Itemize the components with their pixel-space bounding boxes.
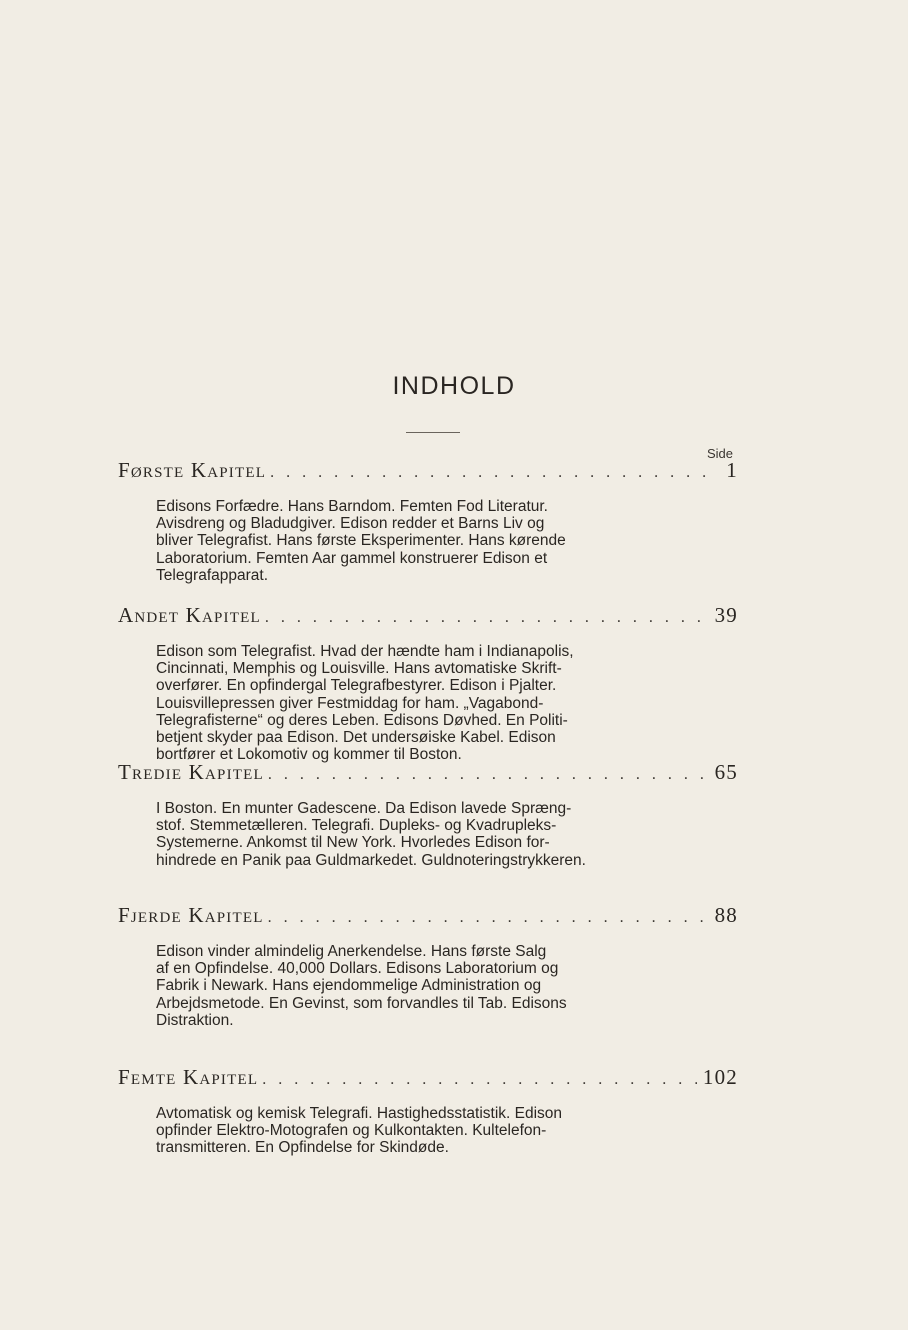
chapter-heading-row bbox=[118, 458, 738, 486]
chapter-heading-row bbox=[118, 903, 738, 931]
summary-line: Avisdreng og Bladudgiver. Edison redder et Barns Liv og bbox=[156, 515, 545, 533]
summary-line: Edisons Forfædre. Hans Barndom. Femten Fod Literatur. bbox=[156, 498, 548, 515]
summary-line: af en Opfindelse. 40,000 Dollars. Edisons Laboratorium og bbox=[156, 960, 559, 978]
chapter-heading-row bbox=[118, 603, 738, 631]
chapter-page-number: 39 bbox=[714, 603, 738, 627]
dot-leader bbox=[268, 909, 709, 927]
summary-line: Avtomatisk og kemisk Telegrafi. Hastighedsstatistik. Edison bbox=[156, 1105, 563, 1122]
summary-line: overfører. En opfindergal Telegrafbestyrer. Edison i Pjalter. bbox=[156, 677, 557, 695]
summary-line: transmitteren. En Opfindelse for Skindøde. bbox=[156, 1139, 449, 1157]
chapter-summary bbox=[156, 943, 704, 1029]
side-column-label: Side bbox=[707, 446, 734, 461]
dot-leader bbox=[270, 464, 712, 482]
summary-line: Louisvillepressen giver Festmiddag for ham. „Vagabond- bbox=[156, 694, 544, 712]
chapter-entry-2 bbox=[118, 603, 738, 763]
chapter-entry-4 bbox=[118, 903, 738, 1029]
chapter-summary bbox=[156, 800, 704, 869]
summary-line: bliver Telegrafist. Hans første Eksperimenter. Hans kørende bbox=[156, 532, 566, 550]
summary-line: Edison som Telegrafist. Hvad der hændte ham i Indianapolis, bbox=[156, 643, 574, 660]
chapter-title: Fjerde Kapitel bbox=[118, 903, 264, 927]
summary-line: I Boston. En munter Gadescene. Da Edison lavede Spræng- bbox=[156, 800, 572, 817]
dot-leader bbox=[262, 1071, 697, 1089]
dot-leader bbox=[268, 766, 709, 784]
chapter-page-number: 88 bbox=[714, 903, 738, 927]
title-divider bbox=[406, 432, 460, 433]
chapter-page-number: 102 bbox=[702, 1065, 738, 1089]
summary-line: hindrede en Panik paa Guldmarkedet. Guldnoteringstrykkeren. bbox=[156, 851, 586, 869]
chapter-entry-1 bbox=[118, 458, 738, 584]
dot-leader bbox=[265, 609, 709, 627]
summary-line: Laboratorium. Femten Aar gammel konstruerer Edison et bbox=[156, 549, 548, 567]
chapter-entry-5 bbox=[118, 1065, 738, 1157]
summary-line: Telegrafisterne“ og deres Leben. Edisons Døvhed. En Politi- bbox=[156, 711, 568, 729]
summary-line: Systemerne. Ankomst til New York. Hvorledes Edison for- bbox=[156, 834, 550, 852]
chapter-summary bbox=[156, 498, 704, 584]
summary-line: Telegrafapparat. bbox=[156, 566, 269, 584]
summary-line: Edison vinder almindelig Anerkendelse. Hans første Salg bbox=[156, 943, 547, 960]
chapter-page-number: 65 bbox=[714, 760, 738, 784]
page-title: INDHOLD bbox=[392, 372, 516, 400]
chapter-summary bbox=[156, 643, 704, 763]
summary-line: bortfører et Lokomotiv og kommer til Boston. bbox=[156, 746, 462, 764]
chapter-page-number: 1 bbox=[726, 458, 738, 482]
chapter-title: Første Kapitel bbox=[118, 458, 267, 482]
summary-line: stof. Stemmetælleren. Telegrafi. Dupleks- og Kvadrupleks- bbox=[156, 817, 557, 835]
summary-line: Distraktion. bbox=[156, 1011, 234, 1029]
summary-line: Arbejdsmetode. En Gevinst, som forvandles til Tab. Edisons bbox=[156, 994, 567, 1012]
chapter-title: Andet Kapitel bbox=[118, 603, 261, 627]
summary-line: opfinder Elektro-Motografen og Kulkontakten. Kultelefon- bbox=[156, 1122, 547, 1140]
chapter-heading-row bbox=[118, 760, 738, 788]
summary-line: betjent skyder paa Edison. Det undersøiske Kabel. Edison bbox=[156, 729, 556, 747]
chapter-summary bbox=[156, 1105, 704, 1157]
chapter-heading-row bbox=[118, 1065, 738, 1093]
summary-line: Fabrik i Newark. Hans ejendommelige Administration og bbox=[156, 977, 542, 995]
chapter-entry-3 bbox=[118, 760, 738, 869]
summary-line: Cincinnati, Memphis og Louisville. Hans avtomatiske Skrift- bbox=[156, 660, 562, 678]
chapter-title: Tredie Kapitel bbox=[118, 760, 264, 784]
chapter-title: Femte Kapitel bbox=[118, 1065, 259, 1089]
